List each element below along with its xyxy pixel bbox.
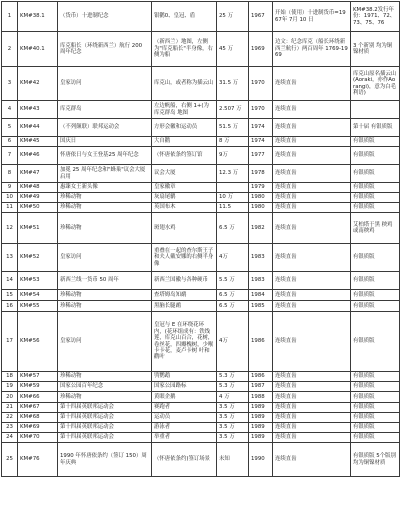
note-cell: 有银质版 bbox=[351, 272, 400, 290]
event-name-cell: 皇家访问 bbox=[58, 244, 152, 272]
catalog-code-cell: KM#67 bbox=[18, 403, 58, 413]
note-cell: 有银质版 bbox=[351, 290, 400, 301]
catalog-code-cell: KM#76 bbox=[18, 443, 58, 477]
mintage-cell: 2.507 万 bbox=[217, 101, 249, 119]
table-row bbox=[2, 2, 400, 32]
year-cell: 1986 bbox=[249, 312, 273, 372]
table-row bbox=[2, 101, 400, 119]
event-name-cell: 第十四届英联邦运动会 bbox=[58, 423, 152, 433]
event-name-cell: 皇家访问 bbox=[58, 312, 152, 372]
design-description-cell: 黑脑长腿鹬 bbox=[152, 301, 217, 312]
catalog-code-cell: KM#46 bbox=[18, 147, 58, 165]
table-row bbox=[2, 67, 400, 101]
design-description-cell: 鸮鹦鹉 bbox=[152, 372, 217, 382]
year-cell: 1983 bbox=[249, 244, 273, 272]
year-cell: 1985 bbox=[249, 301, 273, 312]
row-number-cell: 18 bbox=[2, 372, 18, 382]
year-cell: 1967 bbox=[249, 2, 273, 32]
event-name-cell: 珍稀动物 bbox=[58, 301, 152, 312]
mintage-cell bbox=[217, 183, 249, 193]
table-row bbox=[2, 372, 400, 382]
mintage-cell: 6.5 万 bbox=[217, 290, 249, 301]
row-number-cell: 2 bbox=[2, 32, 18, 67]
mintage-cell: 3.5 万 bbox=[217, 413, 249, 423]
row-number-cell: 16 bbox=[2, 301, 18, 312]
mintage-cell: 未知 bbox=[217, 443, 249, 477]
catalog-code-cell: KM#44 bbox=[18, 119, 58, 137]
event-name-cell: 珍稀动物 bbox=[58, 193, 152, 203]
edge-description-cell: 边文：纪念库克（船长环绕新西兰航行）两百周年 1769-1969 bbox=[273, 32, 351, 67]
row-number-cell: 21 bbox=[2, 403, 18, 413]
mintage-cell: 51.5 万 bbox=[217, 119, 249, 137]
edge-description-cell: 连续直齿 bbox=[273, 413, 351, 423]
mintage-cell: 5.5 万 bbox=[217, 272, 249, 290]
design-description-cell: 游泳者 bbox=[152, 423, 217, 433]
edge-description-cell: 连续直齿 bbox=[273, 244, 351, 272]
design-description-cell: （新西兰）地图，左侧为"库克船长"半身像，右侧为船 bbox=[152, 32, 217, 67]
catalog-code-cell: KM#57 bbox=[18, 372, 58, 382]
coin-catalog-table bbox=[1, 1, 400, 477]
design-description-cell: 新西兰国徽与各种硬币 bbox=[152, 272, 217, 290]
design-description-cell: 斑翅水鸡 bbox=[152, 213, 217, 244]
mintage-cell: 25 万 bbox=[217, 2, 249, 32]
table-row bbox=[2, 290, 400, 301]
year-cell: 1989 bbox=[249, 423, 273, 433]
event-name-cell: 国庆日 bbox=[58, 137, 152, 147]
table-row bbox=[2, 433, 400, 443]
mintage-cell: 3.5 万 bbox=[217, 433, 249, 443]
edge-description-cell: 连续直齿 bbox=[273, 392, 351, 403]
row-number-cell: 1 bbox=[2, 2, 18, 32]
note-cell: 有银质版 bbox=[351, 137, 400, 147]
catalog-code-cell: KM#52 bbox=[18, 244, 58, 272]
catalog-code-cell: KM#54 bbox=[18, 290, 58, 301]
catalog-code-cell: KM#59 bbox=[18, 382, 58, 392]
note-cell: 有银质版 bbox=[351, 433, 400, 443]
design-description-cell: 重叠在一起的查尔斯王子和夫人戴安娜的右侧半身像 bbox=[152, 244, 217, 272]
catalog-code-cell: KM#69 bbox=[18, 423, 58, 433]
row-number-cell: 25 bbox=[2, 443, 18, 477]
design-description-cell: 大自鹳 bbox=[152, 137, 217, 147]
note-cell: 有银质版 bbox=[351, 203, 400, 213]
row-number-cell: 15 bbox=[2, 290, 18, 301]
edge-description-cell: 连续直齿 bbox=[273, 372, 351, 382]
edge-description-cell: 连续直齿 bbox=[273, 290, 351, 301]
event-name-cell: 皇家访问 bbox=[58, 67, 152, 101]
year-cell: 1983 bbox=[249, 272, 273, 290]
table-row bbox=[2, 193, 400, 203]
year-cell: 1974 bbox=[249, 137, 273, 147]
year-cell: 1980 bbox=[249, 193, 273, 203]
edge-description-cell: 连续直齿 bbox=[273, 301, 351, 312]
edge-description-cell: 连续直齿 bbox=[273, 203, 351, 213]
row-number-cell: 20 bbox=[2, 392, 18, 403]
note-cell: KM#38.2发行年份：1971、72、73、75、76 bbox=[351, 2, 400, 32]
mintage-cell: 3.5 万 bbox=[217, 403, 249, 413]
note-cell: 第十届 有银质版 bbox=[351, 119, 400, 137]
edge-description-cell: 连续直齿 bbox=[273, 101, 351, 119]
row-number-cell: 12 bbox=[2, 213, 18, 244]
edge-description-cell: 连续直齿 bbox=[273, 433, 351, 443]
mintage-cell: 12.3 万 bbox=[217, 165, 249, 183]
row-number-cell: 6 bbox=[2, 137, 18, 147]
edge-description-cell: 连续直齿 bbox=[273, 183, 351, 193]
edge-description-cell: 连续直齿 bbox=[273, 137, 351, 147]
note-cell: 有银质版 bbox=[351, 165, 400, 183]
year-cell: 1986 bbox=[249, 372, 273, 382]
catalog-code-cell: KM#47 bbox=[18, 165, 58, 183]
row-number-cell: 3 bbox=[2, 67, 18, 101]
note-cell: 有银质版 bbox=[351, 372, 400, 382]
edge-description-cell: 连续直齿 bbox=[273, 165, 351, 183]
event-name-cell: 库克群岛 bbox=[58, 101, 152, 119]
year-cell: 1989 bbox=[249, 413, 273, 423]
year-cell: 1970 bbox=[249, 67, 273, 101]
year-cell: 1984 bbox=[249, 290, 273, 301]
event-name-cell: 怀唐依日与女王登基25 周年纪念 bbox=[58, 147, 152, 165]
catalog-code-cell: KM#50 bbox=[18, 203, 58, 213]
mintage-cell: 4 万 bbox=[217, 392, 249, 403]
table-row bbox=[2, 213, 400, 244]
table-row bbox=[2, 183, 400, 193]
mintage-cell: 6.5 万 bbox=[217, 213, 249, 244]
design-description-cell: 黄眼企鹅 bbox=[152, 392, 217, 403]
event-name-cell: 珍稀动物 bbox=[58, 372, 152, 382]
row-number-cell: 22 bbox=[2, 413, 18, 423]
design-description-cell: 英国布木 bbox=[152, 203, 217, 213]
year-cell: 1979 bbox=[249, 183, 273, 193]
mintage-cell: 45 万 bbox=[217, 32, 249, 67]
catalog-code-cell: KM#55 bbox=[18, 301, 58, 312]
catalog-code-cell: KM#51 bbox=[18, 213, 58, 244]
event-name-cell: 惠臻女王新头像 bbox=[58, 183, 152, 193]
note-cell: 艾柏塔于黑 秧鸡或南秧鸡 bbox=[351, 213, 400, 244]
row-number-cell: 17 bbox=[2, 312, 18, 372]
event-name-cell: 珍稀动物 bbox=[58, 203, 152, 213]
design-description-cell: 方形会徽和运动员 bbox=[152, 119, 217, 137]
edge-description-cell: 开始（使用）十进制货币=1967年 7月 10 日 bbox=[273, 2, 351, 32]
design-description-cell: 赛跑者 bbox=[152, 403, 217, 413]
note-cell: 有银质版 bbox=[351, 301, 400, 312]
year-cell: 1989 bbox=[249, 433, 273, 443]
catalog-code-cell: KM#40.1 bbox=[18, 32, 58, 67]
edge-description-cell: 连续直齿 bbox=[273, 312, 351, 372]
event-name-cell: 国家公园百年纪念 bbox=[58, 382, 152, 392]
note-cell: 有银质版 bbox=[351, 382, 400, 392]
note-cell: 有银质版 bbox=[351, 183, 400, 193]
table-row bbox=[2, 203, 400, 213]
table-row bbox=[2, 119, 400, 137]
note-cell: 有银质版 bbox=[351, 147, 400, 165]
table-row bbox=[2, 301, 400, 312]
year-cell: 1969 bbox=[249, 32, 273, 67]
mintage-cell: 4万 bbox=[217, 312, 249, 372]
row-number-cell: 19 bbox=[2, 382, 18, 392]
row-number-cell: 13 bbox=[2, 244, 18, 272]
row-number-cell: 9 bbox=[2, 183, 18, 193]
design-description-cell: 灰扇尾鹟 bbox=[152, 193, 217, 203]
year-cell: 1990 bbox=[249, 443, 273, 477]
table-row bbox=[2, 272, 400, 290]
table-row bbox=[2, 392, 400, 403]
note-cell: 有银质版 bbox=[351, 403, 400, 413]
row-number-cell: 4 bbox=[2, 101, 18, 119]
catalog-code-cell: KM#68 bbox=[18, 413, 58, 423]
design-description-cell: 皇家徽章 bbox=[152, 183, 217, 193]
row-number-cell: 23 bbox=[2, 423, 18, 433]
table-body bbox=[2, 2, 400, 477]
catalog-code-cell: KM#43 bbox=[18, 101, 58, 119]
year-cell: 1980 bbox=[249, 203, 273, 213]
event-name-cell: 第十四届英联邦运动会 bbox=[58, 413, 152, 423]
design-description-cell: 国家公园路标 bbox=[152, 382, 217, 392]
event-name-cell: 珍稀动物 bbox=[58, 290, 152, 301]
edge-description-cell: 连续直齿 bbox=[273, 443, 351, 477]
catalog-code-cell: KM#66 bbox=[18, 392, 58, 403]
event-name-cell: 1990 年怀唐依条约（签订 150）周年庆典 bbox=[58, 443, 152, 477]
table-row bbox=[2, 382, 400, 392]
design-description-cell: （怀唐依条约)签订场景 bbox=[152, 443, 217, 477]
event-name-cell: （不列颠联）联邦运动会 bbox=[58, 119, 152, 137]
design-description-cell: 银鹳0、皇冠、盾 bbox=[152, 2, 217, 32]
event-name-cell: 珍稀动物 bbox=[58, 213, 152, 244]
catalog-code-cell: KM#45 bbox=[18, 137, 58, 147]
edge-description-cell: 连续直齿 bbox=[273, 382, 351, 392]
note-cell bbox=[351, 101, 400, 119]
event-name-cell: （货币）十进制纪念 bbox=[58, 2, 152, 32]
design-description-cell: （怀唐依条约签订馆 bbox=[152, 147, 217, 165]
design-description-cell: 皇冠与 E 在环绕花环内，(花环组成有：铁线莲，库克山百合，花树，卷丝花，四瓣槐树，少喉卡卡花，麦卢卡树 叶和鹳叶 bbox=[152, 312, 217, 372]
note-cell: 有银质版 bbox=[351, 244, 400, 272]
mintage-cell: 10 万 bbox=[217, 193, 249, 203]
year-cell: 1988 bbox=[249, 392, 273, 403]
year-cell: 1989 bbox=[249, 403, 273, 413]
edge-description-cell: 连续直齿 bbox=[273, 403, 351, 413]
note-cell: 有银质版 bbox=[351, 392, 400, 403]
edge-description-cell: 连续直齿 bbox=[273, 147, 351, 165]
table-row bbox=[2, 312, 400, 372]
mintage-cell: 5.3 万 bbox=[217, 382, 249, 392]
table-row bbox=[2, 137, 400, 147]
note-cell: 有银质版 bbox=[351, 312, 400, 372]
event-name-cell: 库克船长（环绕新西兰）航行 200 周年纪念 bbox=[58, 32, 152, 67]
event-name-cell: 第十四届英联邦运动会 bbox=[58, 433, 152, 443]
note-cell: 3 个新别 均为铜镍材质 bbox=[351, 32, 400, 67]
catalog-code-cell: KM#42 bbox=[18, 67, 58, 101]
row-number-cell: 14 bbox=[2, 272, 18, 290]
mintage-cell: 3.5 万 bbox=[217, 423, 249, 433]
year-cell: 1978 bbox=[249, 165, 273, 183]
year-cell: 1970 bbox=[249, 101, 273, 119]
design-description-cell: 举重者 bbox=[152, 433, 217, 443]
edge-description-cell: 连续直齿 bbox=[273, 67, 351, 101]
catalog-code-cell: KM#70 bbox=[18, 433, 58, 443]
catalog-code-cell: KM#56 bbox=[18, 312, 58, 372]
table-row bbox=[2, 165, 400, 183]
year-cell: 1977 bbox=[249, 147, 273, 165]
table-row bbox=[2, 413, 400, 423]
row-number-cell: 24 bbox=[2, 433, 18, 443]
row-number-cell: 8 bbox=[2, 165, 18, 183]
mintage-cell: 11.5 bbox=[217, 203, 249, 213]
table-row bbox=[2, 147, 400, 165]
year-cell: 1987 bbox=[249, 382, 273, 392]
event-name-cell: 新西兰线一货币 50 周年 bbox=[58, 272, 152, 290]
table-row bbox=[2, 403, 400, 413]
year-cell: 1982 bbox=[249, 213, 273, 244]
design-description-cell: 查塔姆岛知鹬 bbox=[152, 290, 217, 301]
catalog-code-cell: KM#53 bbox=[18, 272, 58, 290]
event-name-cell: 加冕 25 周年纪念和"蜂巢"议会大厦启用 bbox=[58, 165, 152, 183]
event-name-cell: 珍稀动物 bbox=[58, 392, 152, 403]
catalog-code-cell: KM#48 bbox=[18, 183, 58, 193]
row-number-cell: 7 bbox=[2, 147, 18, 165]
edge-description-cell: 连续直齿 bbox=[273, 193, 351, 203]
edge-description-cell: 连续直齿 bbox=[273, 119, 351, 137]
table-row bbox=[2, 32, 400, 67]
design-description-cell: 库克山，或者称为插云山 bbox=[152, 67, 217, 101]
note-cell: 有银质版 5个版别 均为铜镍材质 bbox=[351, 443, 400, 477]
design-description-cell: 运动员 bbox=[152, 413, 217, 423]
edge-description-cell: 连续直齿 bbox=[273, 213, 351, 244]
mintage-cell: 4万 bbox=[217, 244, 249, 272]
table-row bbox=[2, 244, 400, 272]
mintage-cell: 8 万 bbox=[217, 137, 249, 147]
table-row bbox=[2, 423, 400, 433]
note-cell: 库克山原名插云山(Aoraki，亦作Aorangi)，意为白毛利语) bbox=[351, 67, 400, 101]
mintage-cell: 6.5 万 bbox=[217, 301, 249, 312]
design-description-cell: 议会大厦 bbox=[152, 165, 217, 183]
event-name-cell: 第十四届英联邦运动会 bbox=[58, 403, 152, 413]
mintage-cell: 5.3 万 bbox=[217, 372, 249, 382]
mintage-cell: 9万 bbox=[217, 147, 249, 165]
note-cell: 有银质版 bbox=[351, 423, 400, 433]
catalog-code-cell: KM#38.1 bbox=[18, 2, 58, 32]
table-row bbox=[2, 443, 400, 477]
mintage-cell: 31.5 万 bbox=[217, 67, 249, 101]
catalog-code-cell: KM#49 bbox=[18, 193, 58, 203]
note-cell: 有银质版 bbox=[351, 193, 400, 203]
year-cell: 1974 bbox=[249, 119, 273, 137]
design-description-cell: 左边帆船，右侧 1+(为 库克群岛 地图 bbox=[152, 101, 217, 119]
edge-description-cell: 连续直齿 bbox=[273, 272, 351, 290]
row-number-cell: 5 bbox=[2, 119, 18, 137]
row-number-cell: 11 bbox=[2, 203, 18, 213]
edge-description-cell: 连续直齿 bbox=[273, 423, 351, 433]
row-number-cell: 10 bbox=[2, 193, 18, 203]
note-cell: 有银质版 bbox=[351, 413, 400, 423]
